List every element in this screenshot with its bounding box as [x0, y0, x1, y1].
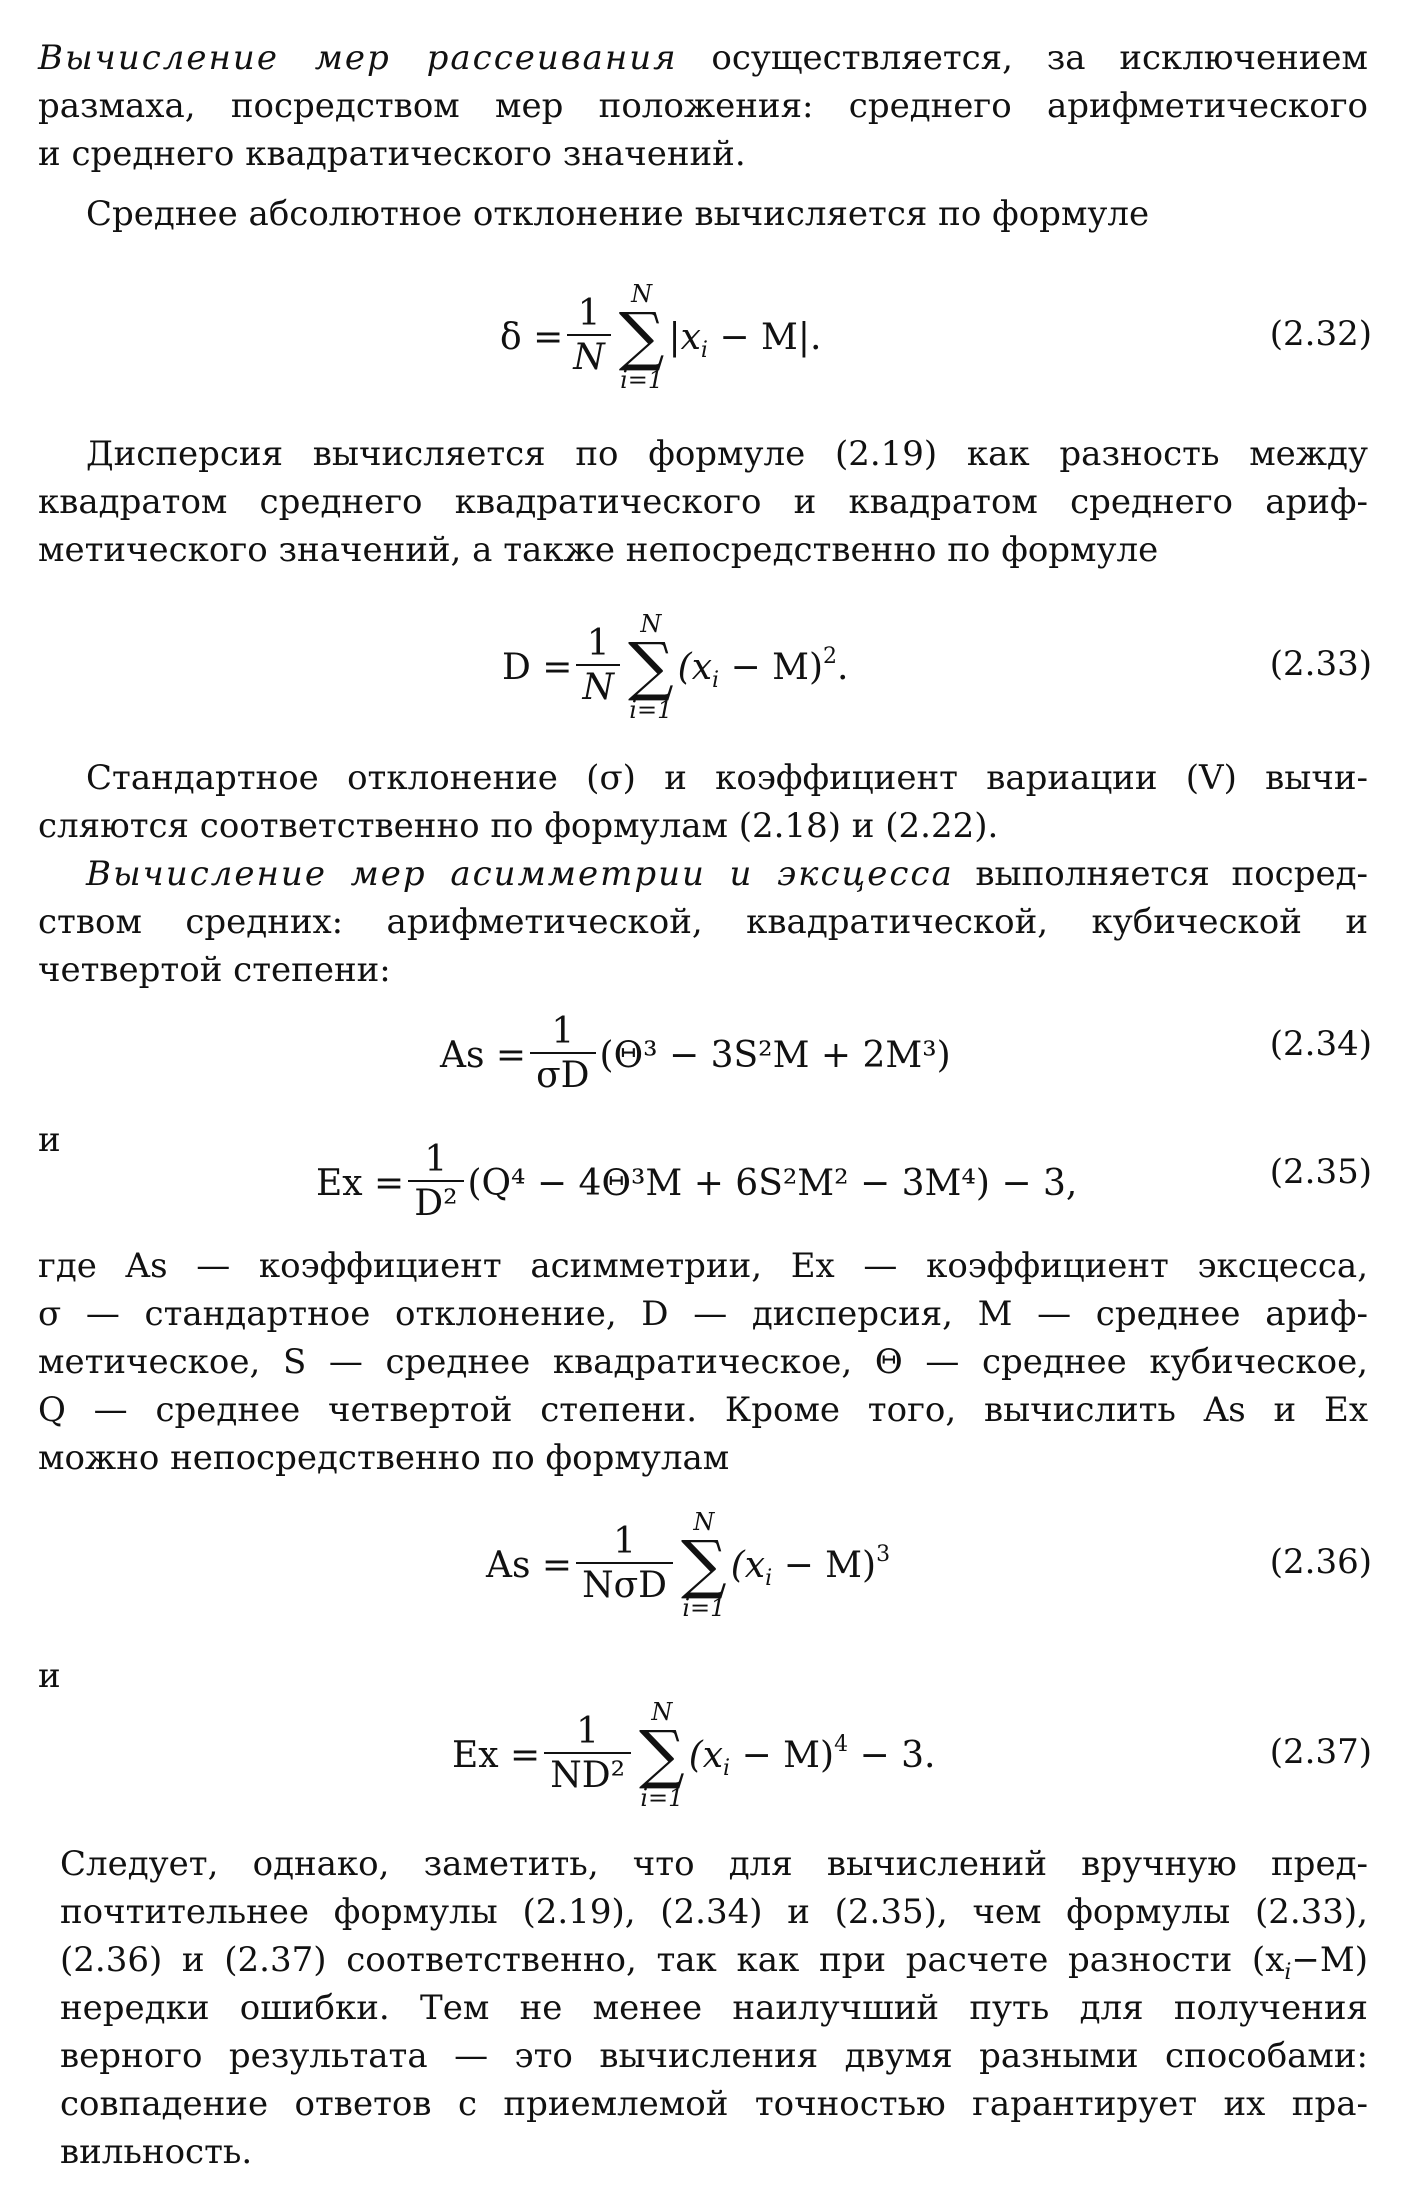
eq232-body: $|x_i - M|$.: [668, 316, 822, 363]
eq235-den: D²: [408, 1180, 463, 1226]
eq236-fraction: [576, 1522, 673, 1608]
eq232-num: 1: [577, 293, 601, 334]
eq236-sum: N ∑ i=1: [681, 1508, 727, 1622]
eq232-upper: N: [631, 280, 653, 308]
eq237-fraction: [544, 1712, 631, 1798]
eq233-number: (2.33): [1269, 644, 1372, 684]
eq232-lower: i=1: [620, 366, 664, 394]
para7-line2: почтительнее формулы (2.19), (2.34) и (2.35), чем формулы (2.33),: [60, 1892, 1368, 1932]
para1-italic: Вычисление мер рассеивания: [38, 38, 678, 78]
eq237-lhs: Ex =: [452, 1734, 541, 1776]
eq233-body: $(x_i - M)^2$.: [677, 643, 849, 693]
para3-line1: Дисперсия вычисляется по формуле (2.19) как разность между: [86, 434, 1368, 474]
eq233-fraction: [576, 624, 620, 710]
conjunction-and-1: и: [38, 1120, 61, 1160]
para6-line1: где As — коэффициент асимметрии, Ex — коэффициент эксцесса,: [38, 1246, 1368, 1286]
eq234-den: σD: [530, 1052, 595, 1098]
eq233-lower: i=1: [629, 696, 673, 724]
para6-line4: Q — среднее четвертой степени. Кроме того, вычислить As и Ex: [38, 1390, 1368, 1430]
para6-line3: метическое, S — среднее квадратическое, Θ — среднее кубическое,: [38, 1342, 1368, 1382]
para3-line2: квадратом среднего квадратического и квадратом среднего ариф-: [38, 482, 1368, 522]
eq234-number: (2.34): [1269, 1024, 1372, 1064]
eq235-lhs: Ex =: [316, 1162, 405, 1204]
para7-line3: (2.36) и (2.37) соответственно, так как при расчете разности $(x_i-M)$: [60, 1940, 1368, 1985]
eq237-body: $(x_i - M)^4 - 3$.: [688, 1731, 936, 1781]
eq237-upper: N: [651, 1698, 673, 1726]
eq236-upper: N: [693, 1508, 715, 1536]
para5-line2: ством средних: арифметической, квадратической, кубической и: [38, 902, 1368, 942]
eq235-number: (2.35): [1269, 1152, 1372, 1192]
para5-line3: четвертой степени:: [38, 950, 391, 990]
eq234-lhs: As =: [440, 1034, 527, 1076]
equation-2-37: [0, 1680, 1428, 1830]
para3-line3: метического значений, а также непосредственно по формуле: [38, 530, 1159, 570]
eq235-num: 1: [424, 1139, 448, 1180]
eq235-fraction: [408, 1140, 463, 1226]
para6-line5: можно непосредственно по формулам: [38, 1438, 730, 1478]
para7-line5: верного результата — это вычисления двумя разными способами:: [60, 2036, 1368, 2076]
para7-line6: совпадение ответов с приемлемой точностью гарантирует их пра-: [60, 2084, 1368, 2124]
para1-line1: [38, 34, 1368, 82]
para4-line2: сляются соответственно по формулам (2.18) и (2.22).: [38, 806, 999, 846]
equation-2-32: [0, 262, 1428, 412]
para4-line1: Стандартное отклонение (σ) и коэффициент вариации (V) вычи-: [86, 758, 1368, 798]
para7-line4: нередки ошибки. Тем не менее наилучший путь для получения: [60, 1988, 1368, 2028]
para2-line1: Среднее абсолютное отклонение вычисляется по формуле: [86, 194, 1150, 234]
eq237-number: (2.37): [1269, 1732, 1372, 1772]
eq232-fraction: [567, 294, 611, 380]
para1-line3: и среднего квадратического значений.: [38, 134, 746, 174]
eq236-num: 1: [613, 1521, 637, 1562]
para5-line1: [86, 850, 1368, 898]
eq236-lhs: As =: [486, 1544, 573, 1586]
equation-2-34: [0, 1000, 1428, 1110]
eq233-lhs: D =: [502, 646, 573, 688]
para7-line1: Следует, однако, заметить, что для вычислений вручную пред-: [60, 1844, 1368, 1884]
para7-line7: вильность.: [60, 2132, 253, 2172]
eq236-lower: i=1: [682, 1594, 726, 1622]
equation-2-35: [0, 1128, 1428, 1238]
para1-line1-rest: осуществляется, за исключением: [677, 38, 1368, 78]
eq237-lower: i=1: [640, 1784, 684, 1812]
para5-italic: Вычисление мер асимметрии и эксцесса: [86, 854, 954, 894]
para5-line1-rest: выполняется посред-: [953, 854, 1369, 894]
eq234-num: 1: [551, 1011, 575, 1052]
eq237-sum: N ∑ i=1: [639, 1698, 685, 1812]
eq232-den: N: [567, 334, 611, 380]
eq232-lhs: δ =: [500, 316, 564, 358]
eq233-num: 1: [586, 623, 610, 664]
equation-2-33: [0, 592, 1428, 742]
eq237-num: 1: [576, 1711, 600, 1752]
eq237-den: ND²: [544, 1752, 631, 1798]
eq236-number: (2.36): [1269, 1542, 1372, 1582]
para1-line2: размаха, посредством мер положения: среднего арифметического: [38, 86, 1368, 126]
eq234-body: (Θ³ − 3S²M + 2M³): [599, 1034, 951, 1076]
eq236-den: NσD: [576, 1562, 673, 1608]
eq234-fraction: [530, 1012, 595, 1098]
eq235-body: (Q⁴ − 4Θ³M + 6S²M² − 3M⁴) − 3,: [467, 1162, 1078, 1204]
equation-2-36: [0, 1490, 1428, 1640]
eq236-body: $(x_i - M)^3$: [730, 1541, 891, 1591]
eq233-sum: N ∑ i=1: [627, 610, 674, 724]
eq232-sum: N ∑ i=1: [618, 280, 665, 394]
eq232-number: (2.32): [1269, 314, 1372, 354]
eq233-upper: N: [640, 610, 662, 638]
conjunction-and-2: и: [38, 1656, 61, 1696]
para6-line2: σ — стандартное отклонение, D — дисперсия, M — среднее ариф-: [38, 1294, 1368, 1334]
eq233-den: N: [576, 664, 620, 710]
